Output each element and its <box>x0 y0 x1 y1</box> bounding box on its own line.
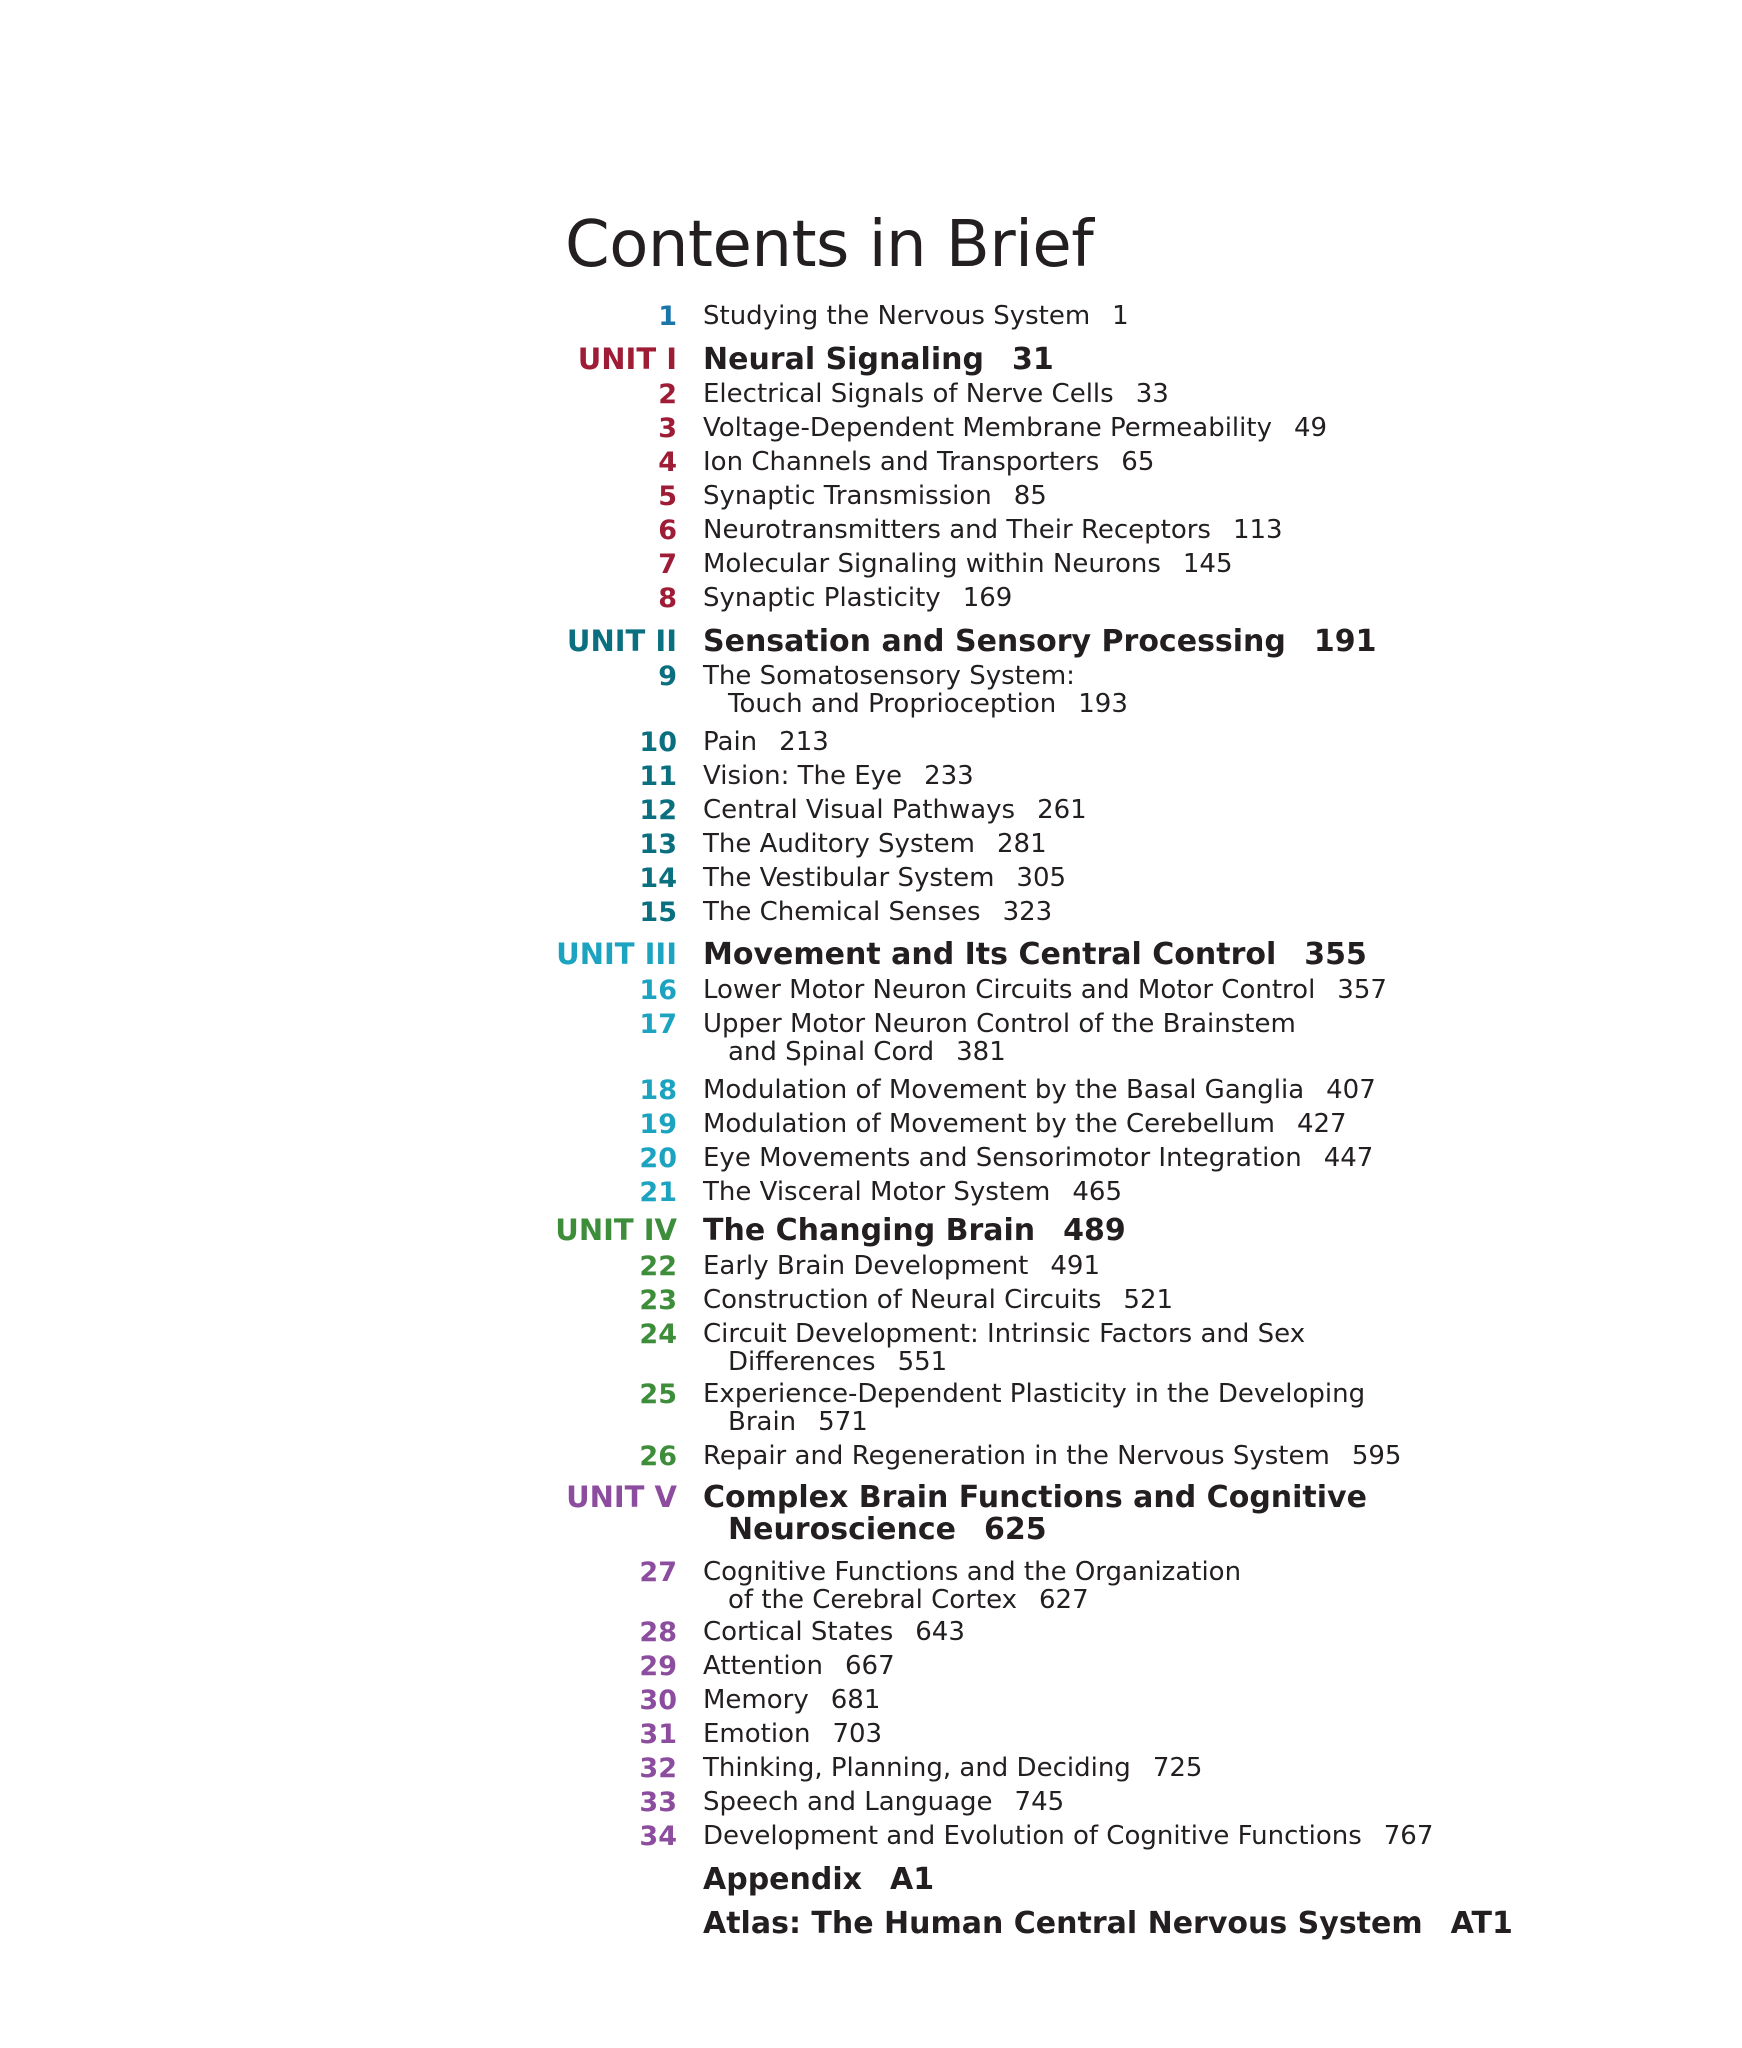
entry-title-text: Molecular Signaling within Neurons <box>703 549 1161 579</box>
chapter-number: 17 <box>639 1009 677 1040</box>
entry-title-text: and Spinal Cord <box>728 1037 935 1067</box>
entry-title-text: The Chemical Senses <box>703 897 981 927</box>
chapter-number: 15 <box>639 897 677 928</box>
entry-title-line <box>703 302 1713 330</box>
page-number: 261 <box>1037 795 1087 825</box>
page-number: 65 <box>1121 447 1155 477</box>
page-number: 49 <box>1293 413 1328 443</box>
entry-title-text: Pain <box>703 727 758 757</box>
entry-title-text: Appendix <box>703 1862 862 1897</box>
entry-title <box>703 864 1713 892</box>
chapter-number: 13 <box>639 829 677 860</box>
entry-title-line <box>703 344 1713 376</box>
page-number: 681 <box>830 1685 881 1715</box>
entry-title <box>703 1442 1713 1470</box>
entry-title-text: Eye Movements and Sensorimotor Integration <box>703 1143 1302 1173</box>
entry-title-text: The Visceral Motor System <box>703 1177 1051 1207</box>
entry-title-line <box>703 1348 1713 1376</box>
page-number: 305 <box>1016 863 1067 893</box>
entry-title-line <box>703 1864 1713 1896</box>
entry-title <box>703 414 1713 442</box>
entry-title-text: Voltage-Dependent Membrane Permeability <box>703 413 1272 443</box>
page-number: 169 <box>962 583 1013 613</box>
chapter-number: 16 <box>639 975 677 1006</box>
entry-title-line <box>703 1618 1713 1646</box>
entry-title-text: Early Brain Development <box>703 1251 1029 1281</box>
entry-title-line <box>703 482 1713 510</box>
entry-title-text: Lower Motor Neuron Circuits and Motor Control <box>703 975 1316 1005</box>
entry-title-text: Movement and Its Central Control <box>703 937 1277 972</box>
entry-title-line <box>703 1514 1713 1546</box>
entry-title-line <box>703 1178 1713 1206</box>
entry-title <box>703 1252 1713 1280</box>
entry-title-text: Memory <box>703 1685 809 1715</box>
page-number: 643 <box>915 1617 965 1647</box>
entry-title <box>703 1822 1713 1850</box>
entry-title <box>703 1320 1713 1376</box>
entry-title-line <box>703 1652 1713 1680</box>
chapter-number: 22 <box>639 1251 677 1282</box>
entry-title-text: Differences <box>728 1347 876 1377</box>
chapter-number: 25 <box>639 1379 677 1410</box>
chapter-number: 32 <box>639 1753 677 1784</box>
entry-title-line <box>703 1442 1713 1470</box>
chapter-number: 31 <box>639 1719 677 1750</box>
entry-title-text: Brain <box>728 1407 797 1437</box>
page-number: 355 <box>1304 937 1367 972</box>
page-number: 233 <box>924 761 974 791</box>
entry-title <box>703 482 1713 510</box>
entry-title <box>703 1110 1713 1138</box>
entry-title-line <box>703 864 1713 892</box>
entry-title-line <box>703 1908 1713 1940</box>
entry-title-text: Modulation of Movement by the Cerebellum <box>703 1109 1275 1139</box>
entry-title-text: Experience-Dependent Plasticity in the Developing <box>703 1379 1366 1409</box>
chapter-number: 29 <box>639 1651 677 1682</box>
chapter-number: 4 <box>658 447 677 478</box>
entry-title <box>703 302 1713 330</box>
entry-title <box>703 1482 1713 1546</box>
page-number: 667 <box>845 1651 895 1681</box>
entry-title-text: Ion Channels and Transporters <box>703 447 1100 477</box>
entry-title-text: Modulation of Movement by the Basal Ganglia <box>703 1075 1305 1105</box>
entry-title-line <box>703 728 1713 756</box>
entry-title-line <box>703 690 1713 718</box>
chapter-number: 1 <box>658 301 677 332</box>
page-number: A1 <box>889 1862 935 1897</box>
entry-title-line <box>703 1252 1713 1280</box>
chapter-number: 8 <box>658 583 677 614</box>
chapter-number: 10 <box>639 727 677 758</box>
entry-title <box>703 1286 1713 1314</box>
entry-title-line <box>703 898 1713 926</box>
page-number: 381 <box>956 1037 1006 1067</box>
page-title: Contents in Brief <box>565 208 1094 282</box>
chapter-number: 23 <box>639 1285 677 1316</box>
page-number: 767 <box>1383 1821 1434 1851</box>
entry-title-text: Circuit Development: Intrinsic Factors and Sex <box>703 1319 1306 1349</box>
entry-title <box>703 1652 1713 1680</box>
entry-title-line <box>703 796 1713 824</box>
entry-title <box>703 898 1713 926</box>
entry-title <box>703 1178 1713 1206</box>
entry-title <box>703 728 1713 756</box>
page-number: 31 <box>1011 342 1054 377</box>
page-number: 145 <box>1182 549 1233 579</box>
entry-title-line <box>703 1286 1713 1314</box>
entry-title-text: Synaptic Transmission <box>703 481 992 511</box>
chapter-number: 20 <box>639 1143 677 1174</box>
entry-title <box>703 1618 1713 1646</box>
page-number: 571 <box>818 1407 868 1437</box>
entry-title <box>703 1558 1713 1614</box>
page-number: 427 <box>1296 1109 1347 1139</box>
page-number: 193 <box>1078 689 1128 719</box>
chapter-number: 24 <box>639 1319 677 1350</box>
entry-title-text: Electrical Signals of Nerve Cells <box>703 379 1114 409</box>
page-number: 745 <box>1014 1787 1065 1817</box>
chapter-number: 18 <box>639 1075 677 1106</box>
entry-title-line <box>703 1788 1713 1816</box>
chapter-number: 2 <box>658 379 677 410</box>
entry-title-text: Cortical States <box>703 1617 894 1647</box>
chapter-number: 6 <box>658 515 677 546</box>
entry-title-text: Touch and Proprioception <box>728 689 1057 719</box>
entry-title-text: The Auditory System <box>703 829 976 859</box>
entry-title-line <box>703 830 1713 858</box>
entry-title-text: The Somatosensory System: <box>703 661 1075 691</box>
entry-title-text: of the Cerebral Cortex <box>728 1585 1018 1615</box>
chapter-number: 5 <box>658 481 677 512</box>
chapter-number: 26 <box>639 1441 677 1472</box>
entry-title <box>703 976 1713 1004</box>
entry-title-line <box>703 1144 1713 1172</box>
entry-title-text: Vision: The Eye <box>703 761 903 791</box>
entry-title <box>703 344 1713 376</box>
chapter-number: 14 <box>639 863 677 894</box>
chapter-number: 3 <box>658 413 677 444</box>
entry-title-line <box>703 762 1713 790</box>
page-number: 113 <box>1232 515 1283 545</box>
entry-title <box>703 796 1713 824</box>
entry-title-line <box>703 1720 1713 1748</box>
chapter-number: 12 <box>639 795 677 826</box>
chapter-number: 33 <box>639 1787 677 1818</box>
unit-label: UNIT I <box>577 342 677 376</box>
entry-title-line <box>703 550 1713 578</box>
entry-title-line <box>703 414 1713 442</box>
unit-label: UNIT IV <box>555 1213 677 1247</box>
chapter-number: 9 <box>658 661 677 692</box>
entry-title <box>703 1076 1713 1104</box>
chapter-number: 21 <box>639 1177 677 1208</box>
entry-title-text: Repair and Regeneration in the Nervous System <box>703 1441 1330 1471</box>
page-number: 357 <box>1337 975 1387 1005</box>
entry-title <box>703 1908 1713 1940</box>
entry-title <box>703 1010 1713 1066</box>
unit-label: UNIT V <box>566 1480 677 1514</box>
entry-title-text: The Vestibular System <box>703 863 995 893</box>
entry-title <box>703 939 1713 971</box>
entry-title-line <box>703 1558 1713 1586</box>
entry-title <box>703 762 1713 790</box>
page-number: 191 <box>1313 624 1377 659</box>
page-number: 703 <box>832 1719 883 1749</box>
page-number: 521 <box>1123 1285 1174 1315</box>
entry-title-line <box>703 662 1713 690</box>
entry-title <box>703 1720 1713 1748</box>
entry-title-line <box>703 448 1713 476</box>
entry-title-text: Synaptic Plasticity <box>703 583 941 613</box>
page-number: 551 <box>897 1347 948 1377</box>
chapter-number: 19 <box>639 1109 677 1140</box>
entry-title-text: Neural Signaling <box>703 342 984 377</box>
entry-title-text: Construction of Neural Circuits <box>703 1285 1102 1315</box>
entry-title <box>703 516 1713 544</box>
page-number: 407 <box>1326 1075 1376 1105</box>
entry-title-text: Studying the Nervous System <box>703 301 1091 331</box>
chapter-number: 28 <box>639 1617 677 1648</box>
page-number: 595 <box>1351 1441 1402 1471</box>
entry-title <box>703 626 1713 658</box>
entry-title-text: Thinking, Planning, and Deciding <box>703 1753 1131 1783</box>
page-number: 85 <box>1013 481 1047 511</box>
entry-title <box>703 1754 1713 1782</box>
entry-title-line <box>703 1038 1713 1066</box>
entry-title <box>703 584 1713 612</box>
entry-title-line <box>703 1408 1713 1436</box>
entry-title-text: Attention <box>703 1651 823 1681</box>
page-number: 213 <box>779 727 829 757</box>
entry-title-text: Complex Brain Functions and Cognitive <box>703 1480 1367 1515</box>
entry-title <box>703 1380 1713 1436</box>
page-number: 625 <box>983 1512 1047 1547</box>
entry-title <box>703 448 1713 476</box>
entry-title <box>703 830 1713 858</box>
chapter-number: 27 <box>639 1557 677 1588</box>
entry-title <box>703 1788 1713 1816</box>
entry-title-line <box>703 1320 1713 1348</box>
entry-title-text: Emotion <box>703 1719 811 1749</box>
page-number: 725 <box>1152 1753 1203 1783</box>
entry-title <box>703 1215 1713 1247</box>
page-number: 33 <box>1135 379 1169 409</box>
chapter-number: 34 <box>639 1821 677 1852</box>
entry-title-text: Neuroscience <box>728 1512 956 1547</box>
chapter-number: 11 <box>639 761 677 792</box>
page-number: 489 <box>1063 1213 1126 1248</box>
entry-title <box>703 550 1713 578</box>
entry-title-line <box>703 516 1713 544</box>
page-number: 465 <box>1072 1177 1122 1207</box>
page-number: 627 <box>1039 1585 1089 1615</box>
entry-title-text: Neurotransmitters and Their Receptors <box>703 515 1211 545</box>
entry-title-line <box>703 1076 1713 1104</box>
entry-title-text: Sensation and Sensory Processing <box>703 624 1286 659</box>
entry-title-text: Upper Motor Neuron Control of the Brainstem <box>703 1009 1296 1039</box>
entry-title-line <box>703 1686 1713 1714</box>
entry-title-line <box>703 939 1713 971</box>
entry-title-line <box>703 1586 1713 1614</box>
entry-title-line <box>703 584 1713 612</box>
entry-title-line <box>703 1482 1713 1514</box>
unit-label: UNIT III <box>556 937 677 971</box>
page-number: 281 <box>997 829 1047 859</box>
entry-title-text: Central Visual Pathways <box>703 795 1016 825</box>
page-number: 323 <box>1002 897 1053 927</box>
entry-title-text: Cognitive Functions and the Organization <box>703 1557 1242 1587</box>
entry-title <box>703 1144 1713 1172</box>
page-number: 491 <box>1050 1251 1101 1281</box>
entry-title <box>703 380 1713 408</box>
entry-title-text: Atlas: The Human Central Nervous System <box>703 1906 1423 1941</box>
entry-title-line <box>703 1010 1713 1038</box>
entry-title-line <box>703 1380 1713 1408</box>
page-number: 1 <box>1112 301 1129 331</box>
chapter-number: 30 <box>639 1685 677 1716</box>
page-number: AT1 <box>1450 1906 1513 1941</box>
chapter-number: 7 <box>658 549 677 580</box>
entry-title-line <box>703 1822 1713 1850</box>
entry-title-text: Development and Evolution of Cognitive Functions <box>703 1821 1362 1851</box>
entry-title <box>703 1864 1713 1896</box>
entry-title <box>703 1686 1713 1714</box>
entry-title-text: Speech and Language <box>703 1787 993 1817</box>
unit-label: UNIT II <box>566 624 677 658</box>
entry-title-line <box>703 976 1713 1004</box>
entry-title-line <box>703 1754 1713 1782</box>
entry-title-line <box>703 1215 1713 1247</box>
entry-title-line <box>703 380 1713 408</box>
entry-title-text: The Changing Brain <box>703 1213 1036 1248</box>
entry-title <box>703 662 1713 718</box>
entry-title-line <box>703 1110 1713 1138</box>
entry-title-line <box>703 626 1713 658</box>
page-number: 447 <box>1323 1143 1374 1173</box>
